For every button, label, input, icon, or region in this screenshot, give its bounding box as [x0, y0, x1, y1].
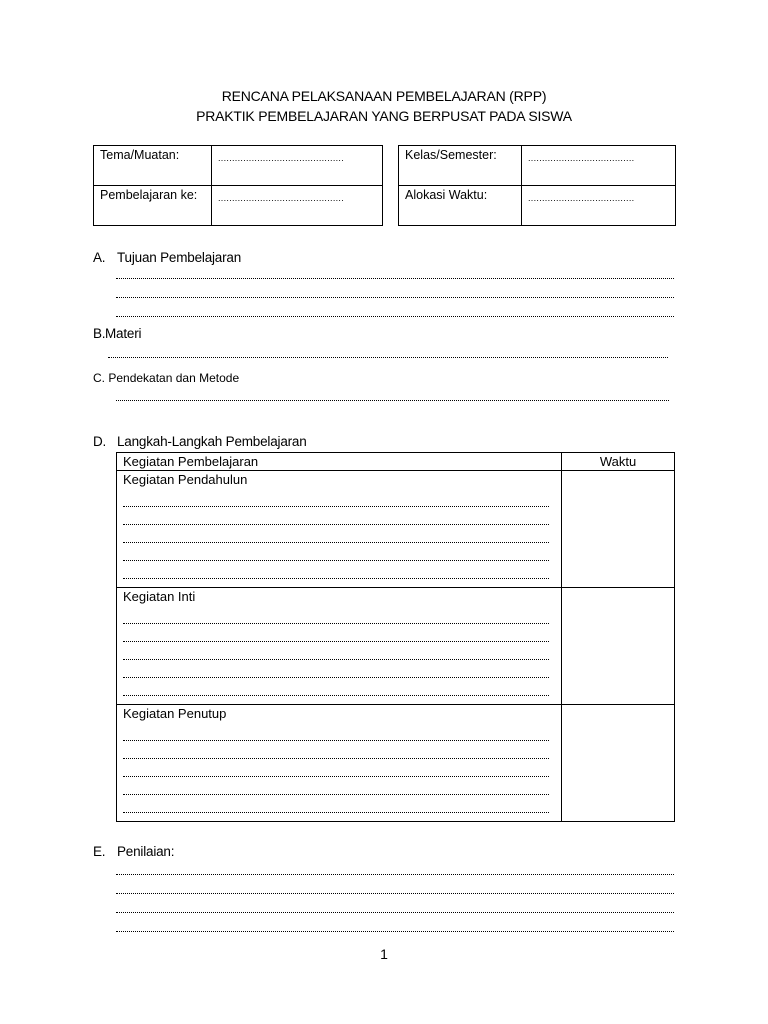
pembelajaran-field[interactable]: .............................................: [212, 186, 383, 226]
info-table-left: [93, 145, 383, 226]
penutup-cell: [117, 705, 562, 822]
pendahuluan-line-2[interactable]: [123, 507, 549, 525]
document-title: RENCANA PELAKSANAAN PEMBELAJARAN (RPP): [221, 88, 547, 104]
alokasi-field[interactable]: ......................................: [522, 186, 676, 226]
penutup-line-2[interactable]: [123, 741, 549, 759]
section-c-letter: C.: [93, 371, 105, 385]
inti-line-1[interactable]: [123, 606, 549, 624]
steps-header-row: [117, 453, 675, 471]
document-subtitle: PRAKTIK PEMBELAJARAN YANG BERPUSAT PADA SISWA: [196, 108, 572, 124]
info-row-alokasi: [399, 186, 676, 226]
penutup-line-1[interactable]: [123, 723, 549, 741]
inti-line-5[interactable]: [123, 678, 549, 696]
tema-field[interactable]: .............................................: [212, 146, 383, 186]
pembelajaran-label: Pembelajaran ke:: [94, 186, 212, 226]
penutup-line-5[interactable]: [123, 795, 549, 813]
section-b-letter: B.: [93, 326, 106, 341]
info-row-pembelajaran: [94, 186, 383, 226]
section-e-heading: [93, 844, 174, 859]
penilaian-line-4[interactable]: [116, 931, 674, 932]
alokasi-label: Alokasi Waktu:: [399, 186, 522, 226]
header-kegiatan: Kegiatan Pembelajaran: [117, 453, 562, 471]
pendekatan-line[interactable]: [116, 400, 669, 401]
inti-waktu[interactable]: [562, 588, 675, 705]
section-c-heading: [93, 371, 239, 385]
info-row-kelas: [399, 146, 676, 186]
inti-title: Kegiatan Inti: [123, 589, 196, 604]
penutup-title: Kegiatan Penutup: [123, 706, 227, 721]
penilaian-line-1[interactable]: [116, 874, 674, 875]
kelas-field[interactable]: ......................................: [522, 146, 676, 186]
penutup-waktu[interactable]: [562, 705, 675, 822]
steps-table: [116, 452, 675, 822]
penutup-line-4[interactable]: [123, 777, 549, 795]
inti-line-3[interactable]: [123, 642, 549, 660]
section-e-letter: E.: [93, 844, 106, 859]
section-b-title: Materi: [105, 326, 142, 341]
section-d-title: Langkah-Langkah Pembelajaran: [117, 434, 307, 449]
penutup-line-3[interactable]: [123, 759, 549, 777]
section-d-letter: D.: [93, 434, 107, 449]
pendahuluan-line-5[interactable]: [123, 561, 549, 579]
inti-line-2[interactable]: [123, 624, 549, 642]
steps-row-inti: [117, 588, 675, 705]
tema-label: Tema/Muatan:: [94, 146, 212, 186]
pendahuluan-line-1[interactable]: [123, 489, 549, 507]
pendahuluan-line-3[interactable]: [123, 525, 549, 543]
materi-line[interactable]: [108, 357, 668, 358]
tujuan-line-3[interactable]: [116, 316, 674, 317]
inti-cell: [117, 588, 562, 705]
inti-line-4[interactable]: [123, 660, 549, 678]
steps-row-pendahuluan: [117, 471, 675, 588]
penilaian-line-2[interactable]: [116, 893, 674, 894]
section-a-heading: [93, 250, 241, 265]
pendahuluan-waktu[interactable]: [562, 471, 675, 588]
section-a-title: Tujuan Pembelajaran: [117, 250, 242, 265]
info-row-tema: [94, 146, 383, 186]
pendahuluan-title: Kegiatan Pendahulun: [123, 472, 248, 487]
pendahuluan-line-4[interactable]: [123, 543, 549, 561]
pendahuluan-cell: [117, 471, 562, 588]
section-e-title: Penilaian:: [117, 844, 175, 859]
tujuan-line-2[interactable]: [116, 297, 674, 298]
info-table-right: [398, 145, 676, 226]
tujuan-line-1[interactable]: [116, 278, 674, 279]
steps-row-penutup: [117, 705, 675, 822]
section-b-heading: [93, 326, 141, 341]
header-waktu: Waktu: [562, 453, 675, 471]
section-d-heading: [93, 434, 307, 449]
page-number: 1: [380, 946, 388, 962]
penilaian-line-3[interactable]: [116, 912, 674, 913]
section-a-letter: A.: [93, 250, 106, 265]
section-c-title: Pendekatan dan Metode: [108, 371, 240, 385]
kelas-label: Kelas/Semester:: [399, 146, 522, 186]
